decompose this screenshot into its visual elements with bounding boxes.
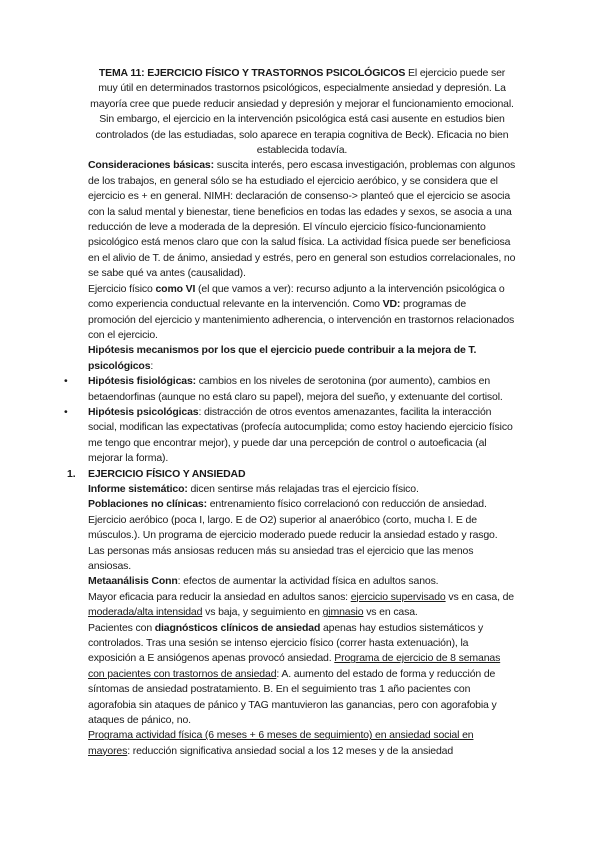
intro-text: El ejercicio puede ser muy útil en determinados trastornos psicológicos, especialmente ansiedad y depresión. La mayoría cree que puede reducir ansiedad y depresión y mejorar el funcionamiento emocional. Sin embargo, el ejercicio en la intervención psicológica está casi ausente en estudios bien controlados (de las estudiadas, solo aparece en terapia cognitiva de Beck). Eficacia no bien establecida todavía.: [90, 67, 514, 157]
list-item: [64, 405, 516, 467]
ejercicio-vi-prefix: Ejercicio físico: [88, 282, 156, 295]
bullet-icon: •: [64, 375, 68, 388]
hipotesis-heading: Hipótesis mecanismos por los que el ejercicio puede contribuir a la mejora de T. psicológicos: [88, 344, 477, 372]
diagnosticos-bold: diagnósticos clínicos de ansiedad: [154, 621, 321, 634]
pacientes-text-2: apenas hay estudios sistemáticos y controlados. Tras una sesión se intenso ejercicio físico (correr hasta extenuación), la exposición a E ansiógenos apenas provocó ansiedad.: [88, 621, 484, 665]
hipotesis-psicologicas-label: Hipótesis psicológicas: [88, 405, 199, 418]
consideraciones-paragraph: [88, 158, 516, 281]
poblaciones-text: entrenamiento físico correlacionó con reducción de ansiedad. Ejercicio aeróbico (poca I, largo. E de O2) superior al anaeróbico (corto, mucha I. E de músculos.). Un programa de ejercicio moderado puede reducir la ansiedad estado y rasgo. Las personas más ansiosas reducen más su ansiedad tras el ejercicio que las menos ansiosas.: [88, 498, 498, 572]
section-title: EJERCICIO FÍSICO Y ANSIEDAD: [88, 467, 246, 480]
poblaciones-label: Poblaciones no clínicas:: [88, 498, 207, 511]
hipotesis-psicologicas-text: : distracción de otros eventos amenazantes, facilita la interacción social, modifican las expectativas (profecía autocumplida; como estoy haciendo ejercicio físico me tengo que encontrar mejor), y puede dar una percepción de control o autoeficacia (al mejorar la forma).: [88, 405, 513, 465]
poblaciones-paragraph: [88, 497, 516, 574]
hipotesis-list: [64, 374, 516, 466]
consideraciones-heading: Consideraciones básicas:: [88, 159, 214, 172]
programa-social-paragraph: [88, 728, 516, 759]
vi-label: como VI: [155, 282, 196, 295]
hipotesis-colon: :: [150, 359, 154, 372]
metaanalisis-paragraph: [88, 574, 516, 589]
gimnasio-underlined: gimnasio: [322, 606, 364, 619]
hipotesis-paragraph: [88, 343, 516, 374]
document-body: [64, 66, 516, 759]
section-ejercicio-ansiedad: [67, 467, 516, 760]
programa-social-text: : reducción significativa ansiedad social a los 12 meses y de la ansiedad: [127, 744, 454, 757]
vd-label: VD:: [382, 298, 401, 311]
hipotesis-fisiologicas-label: Hipótesis fisiológicas:: [88, 375, 196, 388]
mayor-eficacia-text-4: vs en casa.: [363, 606, 418, 619]
metaanalisis-text: : efectos de aumentar la actividad física en adultos sanos.: [177, 575, 439, 588]
programa-social-underlined: Programa actividad física (6 meses + 6 meses de seguimiento) en ansiedad social en mayores: [88, 729, 474, 757]
list-item: [64, 374, 516, 405]
moderada-underlined: moderada/alta intensidad: [88, 606, 203, 619]
document-title: TEMA 11: EJERCICIO FÍSICO Y TRASTORNOS PSICOLÓGICOS: [98, 67, 406, 79]
mayor-eficacia-paragraph: [88, 590, 516, 621]
supervisado-underlined: ejercicio supervisado: [350, 590, 446, 603]
hipotesis-fisiologicas-text: cambios en los niveles de serotonina (por aumento), cambios en betaendorfinas (aunque no está claro su papel), mejora del sueño, y extenuante del cortisol.: [88, 375, 503, 403]
pacientes-paragraph: [88, 621, 516, 729]
pacientes-text: Pacientes con: [88, 621, 155, 634]
section-number: 1.: [67, 467, 76, 480]
consideraciones-text: suscita interés, pero escasa investigación, problemas con algunos de los trabajos, en general sólo se ha estudiado el ejercicio aeróbico, y se considera que el ejercicio es + en general. NIMH: declaración de consenso-> planteó que el ejercicio se asocia con la salud mental y bienestar, tiene beneficios en todas las edades y sexos, se asocia a una reducción de leve a moderada de la depresión. El vínculo ejercicio físico-funcionamiento psicológico está menos claro que con la salud física. La actividad física puede ser beneficiosa en el alivio de T. de ánimo, ansiedad y estrés, pero en general son estudios correlacionales, no se sabe qué va antes (causalidad).: [88, 159, 516, 280]
mayor-eficacia-text: Mayor eficacia para reducir la ansiedad en adultos sanos:: [88, 590, 351, 603]
mayor-eficacia-text-2: vs en casa, de: [445, 590, 514, 603]
ejercicio-vi-mid: (el que vamos a ver): recurso adjunto a la intervención psicológica o como experiencia conductual relevante en la intervención. Como: [88, 282, 505, 311]
ejercicio-vi-paragraph: [88, 282, 516, 344]
informe-text: dicen sentirse más relajadas tras el ejercicio físico.: [187, 482, 419, 495]
bullet-icon: •: [64, 405, 68, 418]
metaanalisis-label: Metaanálisis Conn: [88, 575, 178, 588]
section-heading: [67, 467, 516, 482]
intro-paragraph: [88, 66, 516, 158]
informe-paragraph: [88, 482, 516, 497]
informe-label: Informe sistemático:: [88, 482, 188, 495]
programa-8-semanas-underlined: Programa de ejercicio de 8 semanas con pacientes con trastornos de ansiedad: [88, 652, 501, 680]
mayor-eficacia-text-3: vs baja, y seguimiento en: [202, 606, 323, 619]
ejercicio-vi-suffix: programas de promoción del ejercicio y mantenimiento adherencia, o intervención en trastornos relacionados con el ejercicio.: [88, 298, 515, 341]
pacientes-text-3: : A. aumento del estado de forma y reducción de síntomas de ansiedad postratamiento. B. En el seguimiento tras 1 año pacientes con agorafobia sin ataques de pánico y TAG mantuvieron las ganancias, pero con agorafobia y ataques de pánico, no.: [88, 667, 497, 727]
